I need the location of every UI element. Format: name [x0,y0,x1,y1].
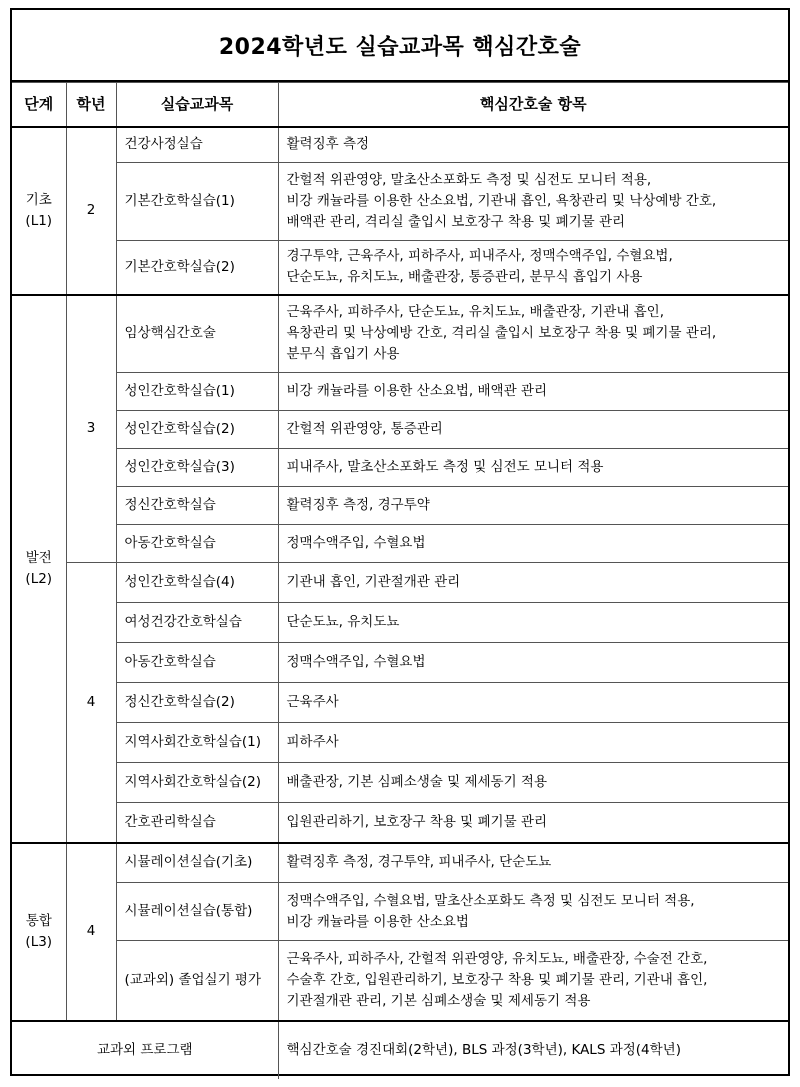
skill-items-cell [278,295,788,373]
stage-name: 발전 [25,549,52,566]
course-cell: 임상핵심간호술 [116,295,278,373]
stage-name: 통합 [25,912,52,929]
header-course: 실습교과목 [116,83,278,127]
stage-code: (L2) [25,570,53,587]
course-cell: 아동간호학실습 [116,643,278,683]
stage-code: (L3) [25,933,53,950]
skill-items-cell [278,163,788,241]
table-row [12,763,788,803]
table-row [12,803,788,843]
skill-items-cell [278,525,788,563]
grade-cell: 4 [66,843,116,1021]
course-cell: 지역사회간호학실습(2) [116,763,278,803]
skill-items-cell [278,843,788,883]
table-row [12,603,788,643]
course-cell: 성인간호학실습(3) [116,449,278,487]
table-row [12,525,788,563]
skill-items-line: 배출관장, 기본 심폐소생술 및 제세동기 적용 [286,774,547,790]
skill-items-line: 경구투약, 근육주사, 피하주사, 피내주사, 정맥수액주입, 수혈요법, [286,248,673,265]
skill-items-line: 활력징후 측정 [286,136,370,153]
table-row [12,487,788,525]
skill-items-cell [278,373,788,411]
course-cell: (교과외) 졸업실기 평가 [116,941,278,1021]
table-row [12,643,788,683]
skill-items-cell [278,449,788,487]
footer-label: 교과외 프로그램 [12,1021,278,1079]
document-title: 2024학년도 실습교과목 핵심간호술 [12,10,788,82]
table-row [12,883,788,941]
skill-items-line: 정맥수액주입, 수혈요법 [286,654,426,670]
course-cell: 시뮬레이션실습(기초) [116,843,278,883]
course-cell: 아동간호학실습 [116,525,278,563]
course-cell: 여성건강간호학실습 [116,603,278,643]
skill-items-line: 수술후 간호, 입원관리하기, 보호장구 착용 및 폐기물 관리, 기관내 흡인, [286,971,708,988]
skill-items-line: 기관내 흡인, 기관절개관 관리 [286,574,461,590]
header-items: 핵심간호술 항목 [278,83,788,127]
table-row [12,163,788,241]
table-row [12,295,788,373]
skill-items-cell [278,643,788,683]
table-row [12,449,788,487]
skill-items-line: 단순도뇨, 유치도뇨 [286,614,400,630]
skill-items-cell [278,487,788,525]
stage-cell [12,127,66,295]
table-row [12,683,788,723]
table-row [12,127,788,163]
skill-items-cell [278,763,788,803]
skill-items-line: 분무식 흡입기 사용 [286,346,400,363]
table-row [12,241,788,295]
skill-items-cell [278,941,788,1021]
skill-items-line: 근육주사, 피하주사, 간헐적 위관영양, 유치도뇨, 배출관장, 수술전 간호, [286,950,708,967]
grade-cell: 4 [66,563,116,843]
skill-items-cell [278,883,788,941]
table-row [12,941,788,1021]
skill-items-cell [278,803,788,843]
skill-items-line: 기관절개관 관리, 기본 심폐소생술 및 제세동기 적용 [286,992,591,1009]
table-row [12,723,788,763]
header-row [12,83,788,127]
skill-items-line: 배액관 관리, 격리실 출입시 보호장구 착용 및 폐기물 관리 [286,214,626,230]
skill-items-line: 정맥수액주입, 수혈요법, 말초산소포화도 측정 및 심전도 모니터 적용, [286,892,695,909]
course-cell: 건강사정실습 [116,127,278,163]
table-body [12,127,788,1079]
header-grade: 학년 [66,83,116,127]
stage-name: 기초 [25,191,52,208]
skill-items-cell [278,411,788,449]
skill-items-cell [278,723,788,763]
course-cell: 지역사회간호학실습(1) [116,723,278,763]
course-cell: 시뮬레이션실습(통합) [116,883,278,941]
table-row [12,373,788,411]
skill-items-line: 근육주사 [286,694,339,710]
skill-items-cell [278,241,788,295]
skill-items-line: 활력징후 측정, 경구투약, 피내주사, 단순도뇨 [286,854,552,871]
skill-items-line: 활력징후 측정, 경구투약 [286,497,430,513]
course-cell: 성인간호학실습(4) [116,563,278,603]
table-row [12,843,788,883]
stage-cell [12,295,66,843]
skill-items-line: 비강 캐뉼라를 이용한 산소요법, 기관내 흡인, 욕창관리 및 낙상예방 간호, [286,193,717,209]
document-frame [10,8,790,1076]
stage-code: (L1) [25,212,53,229]
course-cell: 기본간호학실습(1) [116,163,278,241]
skill-items-cell [278,683,788,723]
grade-cell: 2 [66,127,116,295]
course-cell: 정신간호학실습 [116,487,278,525]
skill-items-line: 간헐적 위관영양, 통증관리 [286,421,443,437]
course-cell: 성인간호학실습(2) [116,411,278,449]
footer-row [12,1021,788,1079]
skill-items-line: 피내주사, 말초산소포화도 측정 및 심전도 모니터 적용 [286,459,604,475]
grade-cell: 3 [66,295,116,563]
skill-items-line: 피하주사 [286,734,339,750]
stage-cell [12,843,66,1021]
header-stage: 단계 [12,83,66,127]
skill-items-line: 정맥수액주입, 수혈요법 [286,535,426,551]
table-row [12,563,788,603]
skill-items-line: 근육주사, 피하주사, 단순도뇨, 유치도뇨, 배출관장, 기관내 흡인, [286,304,665,321]
skill-items-cell [278,563,788,603]
skill-items-line: 단순도뇨, 유치도뇨, 배출관장, 통증관리, 분무식 흡입기 사용 [286,269,643,286]
core-nursing-skills-table [12,82,788,1079]
skill-items-cell [278,603,788,643]
course-cell: 성인간호학실습(1) [116,373,278,411]
footer-text: 핵심간호술 경진대회(2학년), BLS 과정(3학년), KALS 과정(4학년) [278,1021,788,1079]
course-cell: 기본간호학실습(2) [116,241,278,295]
skill-items-cell [278,127,788,163]
skill-items-line: 비강 캐뉼라를 이용한 산소요법, 배액관 관리 [286,383,547,399]
skill-items-line: 비강 캐뉼라를 이용한 산소요법 [286,913,469,930]
course-cell: 간호관리학실습 [116,803,278,843]
skill-items-line: 욕창관리 및 낙상예방 간호, 격리실 출입시 보호장구 착용 및 폐기물 관리, [286,325,717,342]
skill-items-line: 간헐적 위관영양, 말초산소포화도 측정 및 심전도 모니터 적용, [286,172,652,188]
skill-items-line: 입원관리하기, 보호장구 착용 및 폐기물 관리 [286,813,547,830]
course-cell: 정신간호학실습(2) [116,683,278,723]
table-row [12,411,788,449]
